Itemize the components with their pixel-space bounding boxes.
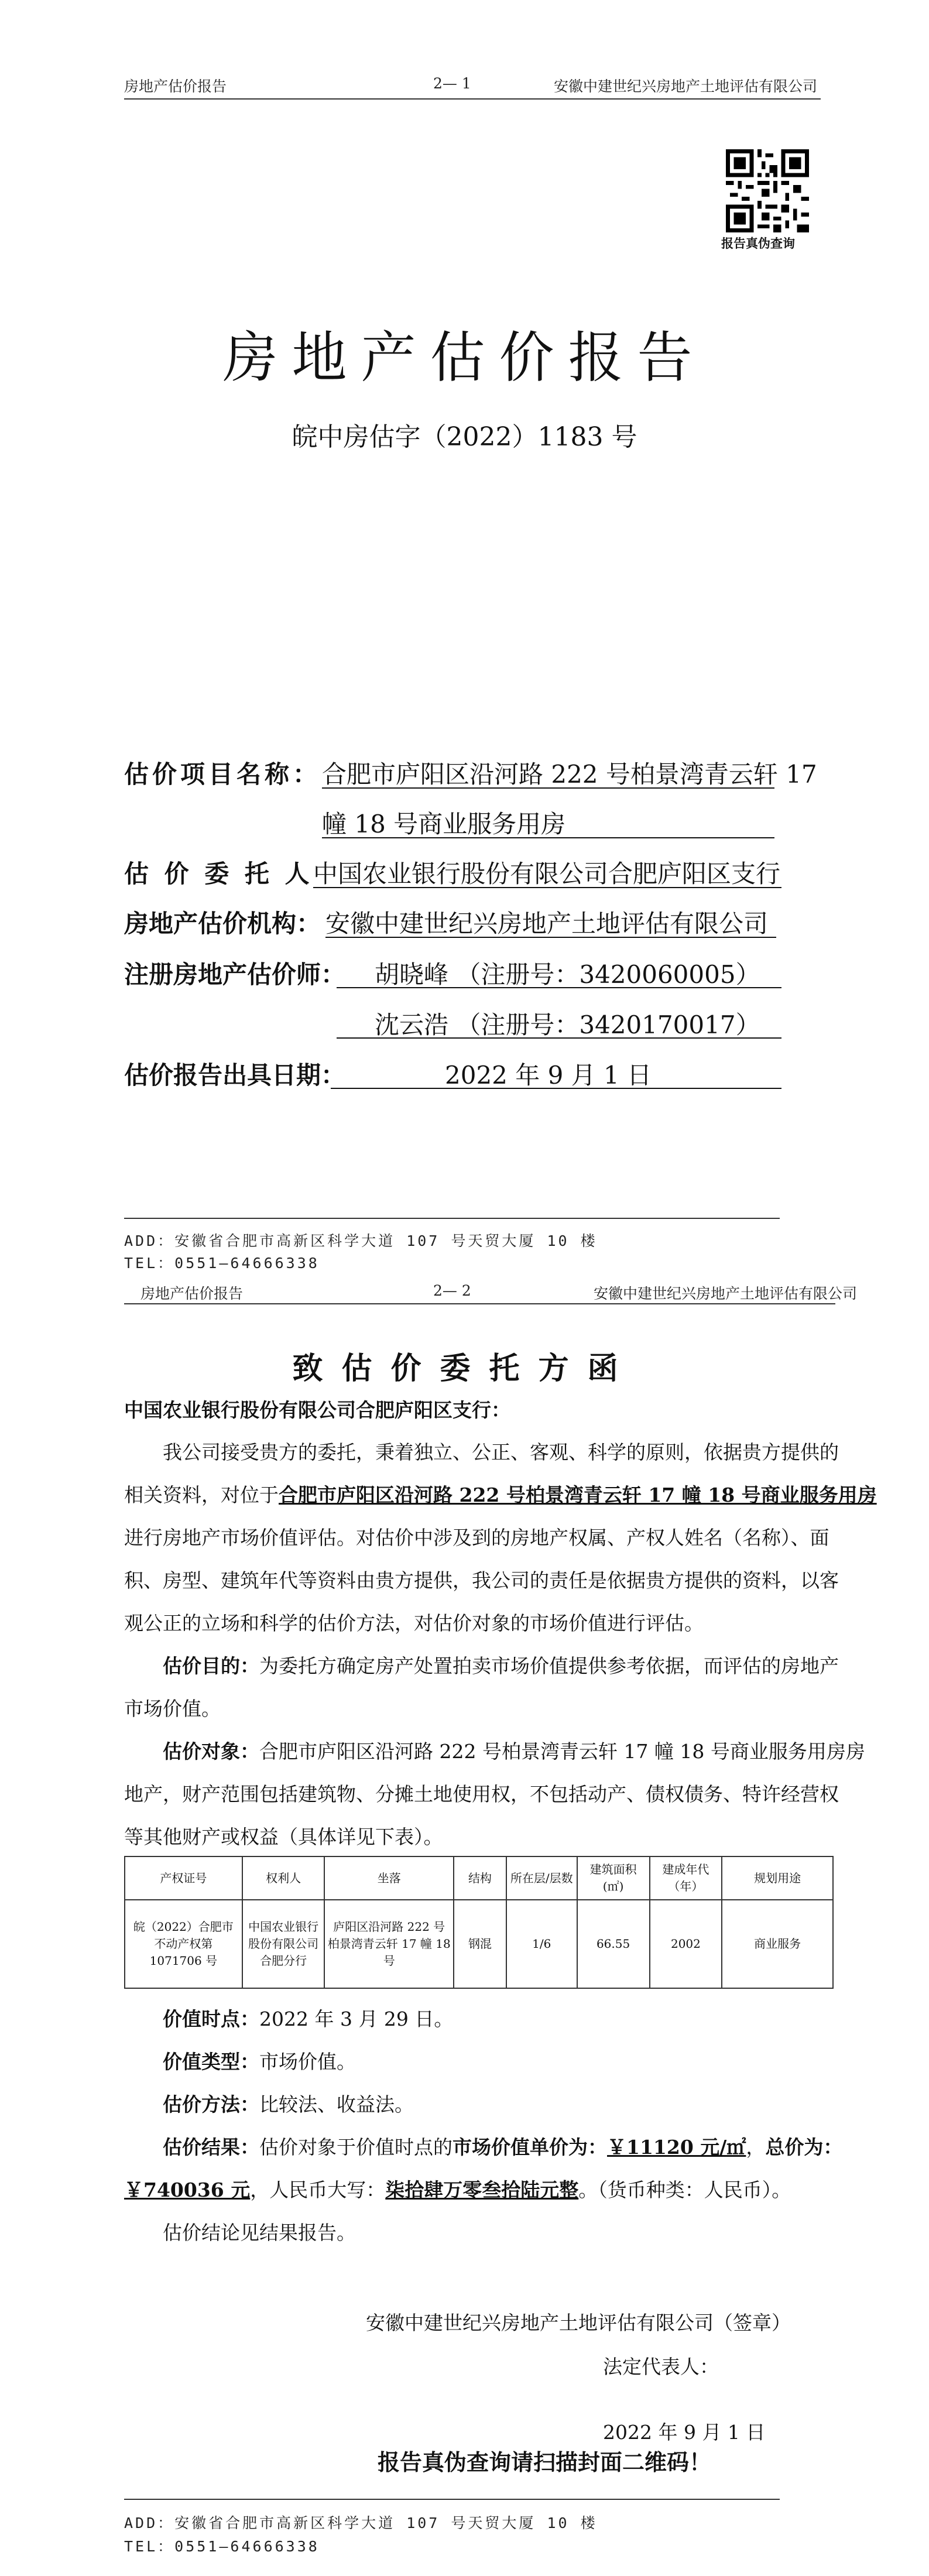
header-left: 房地产估价报告 [124,78,227,95]
authenticity-notice: 报告真伪查询请扫描封面二维码！ [378,2449,712,2475]
col-header-year: 建成年代（年） [650,1856,722,1900]
header-page-number: 2— 1 [433,75,471,92]
purpose-line1: 估价目的：为委托方确定房产处置拍卖市场价值提供参考依据，而评估的房地产 [163,1654,839,1677]
project-name-line2: 幢 18 号商业服务用房 [322,810,566,838]
issue-date-value: 2022 年 9 月 1 日 [445,1061,652,1090]
cell-use: 商业服务 [722,1900,833,1988]
col-header-owner: 权利人 [242,1856,325,1900]
agency-label: 房地产估价机构： [124,909,321,938]
result-line1: 估价结果：估价对象于价值时点的市场价值单价为：￥11120 元/㎡，总价为： [163,2136,843,2159]
object-line2: 地产，财产范围包括建筑物、分摊土地使用权，不包括动产、债权债务、特许经营权 [124,1783,839,1806]
header-rule [124,1303,835,1304]
client-value: 中国农业银行股份有限公司合肥庐阳区支行 [313,859,781,888]
para1-line2: 相关资料，对位于合肥市庐阳区沿河路 222 号柏景湾青云轩 17 幢 18 号商业服务用房 [124,1484,877,1506]
para1-line3: 进行房地产市场价值评估。对估价中涉及到的房地产权属、产权人姓名（名称）、面 [124,1526,829,1549]
qr-code[interactable] [726,149,809,232]
footer-tel: TEL：0551—64666338 [124,2538,320,2555]
col-header-floor: 所在层/层数 [506,1856,577,1900]
unit-price: ￥11120 元/㎡ [607,2136,746,2159]
project-name-line1: 合肥市庐阳区沿河路 222 号柏景湾青云轩 17 [322,760,817,789]
header-rule [124,98,821,100]
footer-address: ADD：安徽省合肥市高新区科学大道 107 号天贸大厦 10 楼 [124,1232,598,1249]
client-label: 估 价 委 托 人 [124,859,313,888]
cell-floor: 1/6 [506,1900,577,1988]
project-name-label: 估价项目名称： [124,760,321,789]
legal-representative: 法定代表人： [603,2355,719,2378]
table-row [125,1900,833,1988]
header-page-number: 2— 2 [433,1282,471,1299]
footer-address: ADD：安徽省合肥市高新区科学大道 107 号天贸大厦 10 楼 [124,2515,598,2532]
header-left: 房地产估价报告 [140,1285,244,1302]
salutation: 中国农业银行股份有限公司合肥庐阳区支行： [124,1399,510,1421]
property-table [124,1856,834,1989]
total-price: ￥740036 元 [124,2178,251,2201]
para1-line1: 我公司接受贵方的委托，秉着独立、公正、客观、科学的原则，依据贵方提供的 [163,1441,839,1464]
footer-rule [124,2499,780,2500]
col-header-cert: 产权证号 [125,1856,242,1900]
value-time: 价值时点：2022 年 3 月 29 日。 [163,2008,454,2030]
col-header-use: 规划用途 [722,1856,833,1900]
purpose-line2: 市场价值。 [124,1697,221,1720]
footer-tel: TEL：0551—64666338 [124,1255,320,1272]
cell-structure: 钢混 [454,1900,506,1988]
cell-cert: 皖（2022）合肥市不动产权第 1071706 号 [125,1900,242,1988]
result-line2: ￥740036 元，人民币大写：柒拾肆万零叁拾陆元整。（货币种类：人民币）。 [124,2178,791,2201]
appraisal-object-address: 合肥市庐阳区沿河路 222 号柏景湾青云轩 17 幢 18 号商业服务用房 [279,1484,877,1506]
conclusion-note: 估价结论见结果报告。 [163,2221,356,2244]
letter-date: 2022 年 9 月 1 日 [603,2421,766,2444]
total-price-upper: 柒拾肆万零叁拾陆元整 [385,2178,579,2201]
report-number: 皖中房估字（2022）1183 号 [292,422,637,452]
object-line3: 等其他财产或权益（具体详见下表）。 [124,1825,443,1848]
para1-line4: 积、房型、建筑年代等资料由贵方提供，我公司的责任是依据贵方提供的资料，以客 [124,1569,839,1592]
company-signature: 安徽中建世纪兴房地产土地评估有限公司（签章） [366,2311,791,2334]
issue-date-label: 估价报告出具日期： [124,1061,346,1090]
col-header-structure: 结构 [454,1856,506,1900]
col-header-location: 坐落 [324,1856,454,1900]
cell-location: 庐阳区沿河路 222 号柏景湾青云轩 17 幢 18 号 [324,1900,454,1988]
para1-line5: 观公正的立场和科学的估价方法，对估价对象的市场价值进行评估。 [124,1612,704,1635]
cell-area: 66.55 [577,1900,650,1988]
footer-rule [124,1218,780,1219]
header-right: 安徽中建世纪兴房地产土地评估有限公司 [594,1285,858,1302]
report-title: 房地产估价报告 [222,326,707,390]
appraiser-2: 沈云浩 （注册号：3420170017） [375,1010,760,1039]
appraiser-label: 注册房地产估价师： [124,960,346,989]
valuation-method: 估价方法：比较法、收益法。 [163,2093,414,2116]
letter-title: 致估价委托方函 [292,1351,637,1386]
col-header-area: 建筑面积(㎡) [577,1856,650,1900]
qr-caption: 报告真伪查询 [721,236,795,251]
cell-year: 2002 [650,1900,722,1988]
value-type: 价值类型：市场价值。 [163,2050,356,2073]
agency-value: 安徽中建世纪兴房地产土地评估有限公司 [325,909,769,938]
object-line1: 估价对象：合肥市庐阳区沿河路 222 号柏景湾青云轩 17 幢 18 号商业服务用房房 [163,1740,865,1763]
appraiser-1: 胡晓峰 （注册号：3420060005） [375,960,760,989]
cell-owner: 中国农业银行股份有限公司合肥分行 [242,1900,325,1988]
header-right: 安徽中建世纪兴房地产土地评估有限公司 [554,78,818,95]
